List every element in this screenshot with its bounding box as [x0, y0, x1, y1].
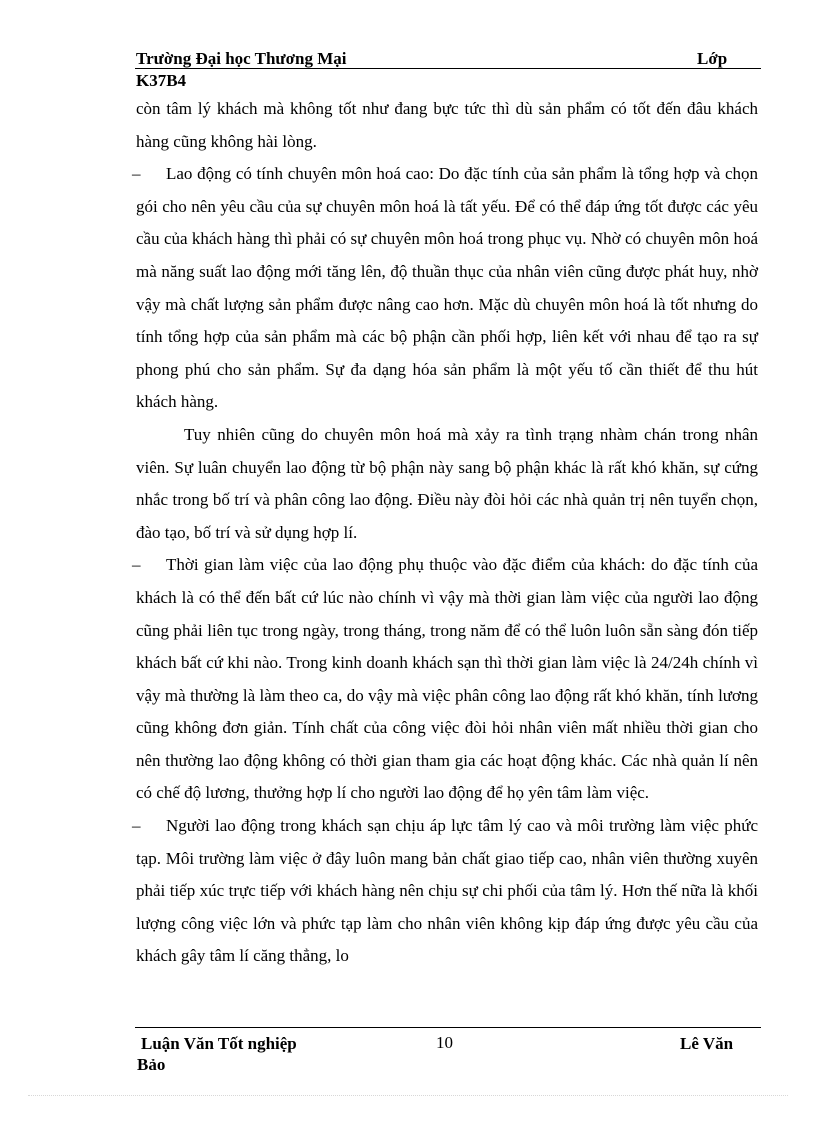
- header-school-name: Trường Đại học Thương Mại: [136, 49, 347, 68]
- header-divider: [135, 68, 761, 69]
- dash-marker: –: [132, 555, 141, 575]
- header-class-code: K37B4: [136, 71, 187, 90]
- bullet-paragraph: – Người lao động trong khách sạn chịu áp lực tâm lý cao và môi trường làm việc phức tạp. Môi trường làm việc ở đây luôn mang bản chất giao tiếp cao, nhân viên thường xuyên phải tiếp xúc trực tiếp với khách hàng nên chịu sự chi phối của tâm lý. Hơn thế nữa là khối lượng công việc lớn và phức tạp làm cho nhân viên không kịp đáp ứng được yêu cầu của khách gây tâm lí căng thẳng, lo: [136, 810, 758, 973]
- header-class-label: Lớp: [697, 49, 728, 68]
- footer-author-last: Bảo: [137, 1055, 166, 1074]
- bullet-paragraph: – Lao động có tính chuyên môn hoá cao: Do đặc tính của sản phẩm là tổng hợp và chọn gói cho nên yêu cầu của sự chuyên môn hoá là tất yếu. Để có thể đáp ứng tốt được các yêu cầu của khách hàng thì phải có sự chuyên môn hoá trong phục vụ. Nhờ có chuyên môn hoá mà năng suất lao động mới tăng lên, độ thuần thục của nhân viên cũng được phát huy, nhờ vậy mà chất lượng sản phẩm được nâng cao hơn. Mặc dù chuyên môn hoá là tốt nhưng do tính tổng hợp của sản phẩm mà các bộ phận cần phối hợp, liên kết với nhau để tạo ra sự phong phú cho sản phẩm. Sự đa dạng hóa sản phẩm là một yếu tố cần thiết để thu hút khách hàng.: [136, 158, 758, 419]
- paragraph: còn tâm lý khách mà không tốt như đang bực tức thì dù sản phẩm có tốt đến đâu khách hàng cũng không hài lòng.: [136, 99, 758, 151]
- footer-divider: [135, 1027, 761, 1028]
- footer-author-first: Lê Văn: [680, 1034, 734, 1053]
- body-text: [132, 93, 758, 973]
- paragraph: Tuy nhiên cũng do chuyên môn hoá mà xảy ra tình trạng nhàm chán trong nhân viên. Sự luân chuyển lao động từ bộ phận này sang bộ phận khác là rất khó khăn, sự cứng nhắc trong bố trí và phân công lao động. Điều này đòi hỏi các nhà quản trị nên tuyển chọn, đào tạo, bố trí và sử dụng hợp lí.: [136, 424, 758, 542]
- page-number: 10: [436, 1033, 453, 1052]
- footer-thesis-title: Luận Văn Tốt nghiệp: [141, 1034, 297, 1053]
- dash-marker: –: [132, 816, 141, 836]
- bullet-paragraph: – Thời gian làm việc của lao động phụ thuộc vào đặc điểm của khách: do đặc tính của khách là có thể đến bất cứ lúc nào chính vì vậy mà thời gian làm việc của người lao động cũng phải liên tục trong ngày, trong tháng, trong năm để có thể luôn luôn sẵn sàng đón tiếp khách bất cứ khi nào. Trong kinh doanh khách sạn thì thời gian làm việc là 24/24h chính vì vậy mà thường là làm theo ca, do vậy mà việc phân công lao động rất khó khăn, tính lương cũng không đơn giản. Tính chất của công việc đòi hỏi nhân viên mất nhiều thời gian cho nên thường lao động không có thời gian tham gia các hoạt động khác. Các nhà quản lí nên có chế độ lương, thưởng hợp lí cho người lao động để họ yên tâm làm việc.: [136, 549, 758, 810]
- page-bottom-edge: [28, 1095, 788, 1096]
- dash-marker: –: [132, 164, 141, 184]
